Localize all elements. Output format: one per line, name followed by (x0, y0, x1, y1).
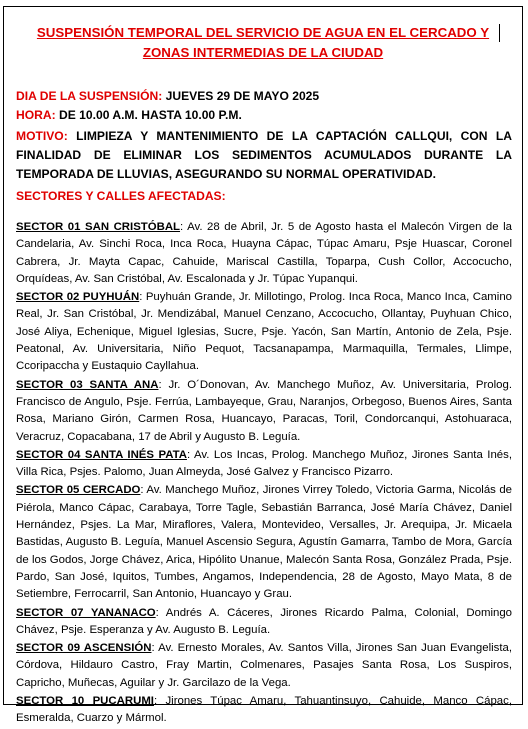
sector-item (16, 377, 512, 446)
sector-item (16, 693, 512, 728)
suspension-day-label: DIA DE LA SUSPENSIÓN: (16, 89, 163, 103)
affected-sectors-title: SECTORES Y CALLES AFECTADAS: (16, 189, 226, 203)
notice-page (3, 6, 523, 725)
sector-item (16, 447, 512, 482)
text-cursor-bar (499, 24, 500, 42)
sector-item (16, 219, 512, 288)
suspension-reason-value: LIMPIEZA Y MANTENIMIENTO DE LA CAPTACIÓN CALLQUI, CON LA FINALIDAD DE ELIMINAR LOS SEDIMENTOS ACUMULADOS DURANTE LA TEMPORADA DE LLUVIAS, ASEGURANDO SU NORMAL OPERATIVIDAD. (16, 129, 512, 181)
sector-item (16, 482, 512, 603)
suspension-hours-label: HORA: (16, 108, 56, 122)
sector-streets: : Andrés A. Cáceres, Jirones Ricardo Palma, Colonial, Domingo Chávez, Psje. Esperanza y Av. Augusto B. Leguía. (16, 606, 512, 636)
title-line-1: SUSPENSIÓN TEMPORAL DEL SERVICIO DE AGUA EN EL CERCADO Y (36, 25, 490, 40)
suspension-reason-label: MOTIVO: (16, 129, 68, 143)
sector-streets: : Av. Ernesto Morales, Av. Santos Villa, Jirones San Juan Evangelista, Córdova, Hildauro Castro, Fray Martin, Colmenares, Pasajes Santa Rosa, Los Suspiros, Capricho, Muñecas, Aguilar y Jr. Garcilazo de la Vega. (16, 642, 512, 689)
sector-streets: : Jirones Túpac Amaru, Tahuantinsuyo, Cahuide, Manco Cápac, Esmeralda, Cuarzo y Mármol. (16, 695, 512, 725)
sector-streets: : Jr. O´Donovan, Av. Manchego Muñoz, Av. Universitaria, Prolog. Francisco de Angulo, Psje. Ferrúa, Lambayeque, Grau, Naranjos, Orbegoso, Buenos Aires, Santa Rosa, Mariano Girón, Carmen Rosa, Huancayo, Paracas, Toril, Condorcanqui, Astohuaraca, Veracruz, Copacabana, 17 de Abril y Augusto B. Leguía. (16, 378, 512, 443)
sector-name: SECTOR 04 SANTA INÉS PATA (16, 448, 187, 461)
sector-name: SECTOR 09 ASCENSIÓN (16, 642, 152, 655)
sector-streets: : Av. Los Incas, Prolog. Manchego Muñoz, Jirones Santa Inés, Villa Rica, Psjes. Palomo, Juan Almeyda, José Galvez y Francisco Pizarro. (16, 448, 513, 479)
sector-streets: : Av. 28 de Abril, Jr. 5 de Agosto hasta el Malecón Virgen de la Candelaria, Av. Sinchi Roca, Inca Roca, Huayna Cápac, Túpac Amaru, Psje Huascar, Coronel Cabrera, Jr. Mayta Capac, Cahuide, Mariscal Castilla, Toparpa, Cush Collor, Accocucho, Orquídeas, Av. San Cristóbal, Av. Escalonada y Jr. Túpac Yupanqui. (16, 221, 513, 285)
affected-sectors-list (16, 219, 512, 729)
suspension-hours-value: DE 10.00 A.M. HASTA 10.00 P.M. (55, 108, 242, 122)
sector-streets: : Av. Manchego Muñoz, Jirones Virrey Toledo, Victoria Garma, Nicolás de Piérola, Manco Cápac, Carabaya, Torre Tagle, Sebastián Barranca, José María Chávez, Daniel Hernández, Psjes. La Mar, Miraflores, Valera, Montevideo, Versalles, Jr. Arequipa, Jr. Micaela Bastidas, Augusto B. Leguía, Manuel Ascensio Segura, Agustín Gamarra, Tambo de Mora, García de los Godos, Jorge Chávez, Arica, Hipólito Unanue, Malecón Santa Rosa, González Prada, Psje. Pardo, San José, Iquitos, Tumbes, Angamos, Independencia, 28 de Agosto, Mayo Mata, 8 de Setiembre, Ferrocarril, San Antonio, Huancayo y Grau. (16, 484, 512, 601)
sector-name: SECTOR 01 SAN CRISTÓBAL (16, 221, 181, 233)
suspension-day-value: JUEVES 29 DE MAYO 2025 (162, 89, 320, 103)
title-line-2: ZONAS INTERMEDIAS DE LA CIUDAD (142, 45, 384, 60)
sector-name: SECTOR 02 PUYHUÁN (16, 291, 140, 304)
notice-title (4, 23, 522, 63)
sector-name: SECTOR 07 YANANACO (16, 606, 156, 619)
sector-name: SECTOR 10 PUCARUMI (16, 695, 154, 708)
sector-item (16, 605, 512, 640)
suspension-hours (16, 106, 512, 125)
sector-streets: : Puyhuán Grande, Jr. Millotingo, Prolog. Inca Roca, Manco Inca, Camino Real, Jr. San Cristóbal, Jr. Mendizábal, Manuel Cenzano, Accocucho, Ollantay, Puyhuan Chico, José Aliya, Echenique, Miguel Iglesias, Sucre, Psje. Yacón, San Martín, Antonio de Zela, Psje. Peatonal, Av. Universitaria, Niño Pequot, Tacsanapampa, Marmaquilla, Termales, Llimpe, Ccoripaccha y Eustaquio Cayllahua. (16, 291, 512, 373)
suspension-reason (16, 127, 512, 184)
suspension-day (16, 87, 512, 106)
sector-name: SECTOR 05 CERCADO (16, 484, 141, 497)
sector-name: SECTOR 03 SANTA ANA (16, 378, 159, 391)
sector-item (16, 289, 512, 375)
sector-item (16, 640, 512, 692)
